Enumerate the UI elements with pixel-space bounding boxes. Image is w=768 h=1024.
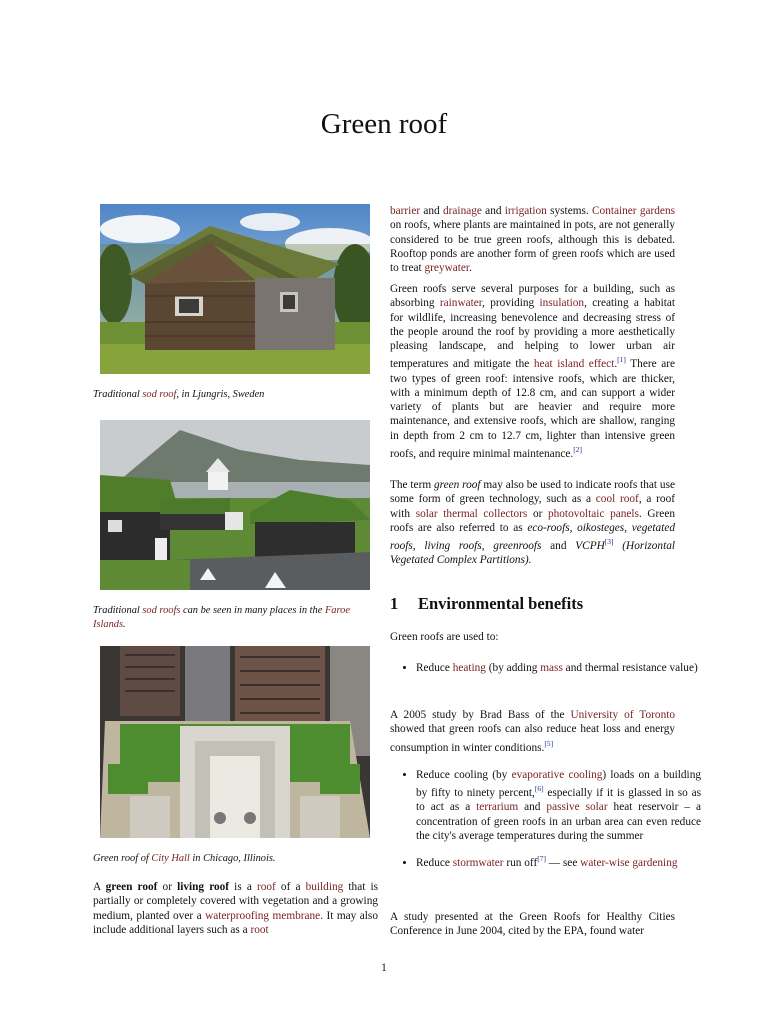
link[interactable]: photovoltaic panels [547,507,639,520]
link[interactable]: insulation [539,297,585,310]
paragraph: The term green roof may also be used to indicate roofs that use some form of green technology, such as a cool roof, a roof with solar thermal collectors or photovoltaic panels. Green roofs are also referred to as eco-roofs, oikosteges, vegetated roofs, living roofs, greenroofs and VCPH[3] (Horizontal Vegetated Complex Partitions). [390,479,676,567]
link[interactable]: barrier [390,205,421,217]
link[interactable]: solar thermal collectors [415,507,528,520]
footnote-link[interactable]: [3] [604,537,614,547]
link[interactable]: irrigation [504,205,547,217]
footnote-link[interactable]: [2] [573,445,582,455]
intro-paragraph: A green roof or living roof is a roof of a building that is partially or completely covered with vegetation and a growing medium, planted over a waterproofing membrane. It may also include additional layers such as a root [93,881,378,936]
paragraph: Green roofs are used to: [390,631,499,643]
list-item: • Reduce stormwater run off[7] — see water-wise gardening [416,852,701,870]
link[interactable]: cool roof [595,493,639,506]
link[interactable]: stormwater [452,857,504,870]
link[interactable]: passive solar [546,801,608,814]
link[interactable]: root [250,923,269,936]
link[interactable]: heating [452,662,486,674]
link[interactable]: drainage [443,205,482,217]
link[interactable]: water-wise gardening [580,857,678,870]
list-item: • Reduce heating (by adding mass and thermal resistance value) [416,661,701,675]
link[interactable]: roof [256,881,276,893]
bullet-list [390,661,701,675]
link[interactable]: sod roofs [142,605,181,616]
link[interactable]: evaporative cooling [511,769,603,781]
link[interactable]: terrarium [476,801,519,814]
bullet-list [390,768,701,870]
link[interactable]: greywater [424,262,470,275]
link[interactable]: Container gardens [592,205,675,217]
link[interactable]: heat island effect [533,358,615,371]
link[interactable]: Faroe Islands [93,605,350,630]
link[interactable]: rainwater [439,297,483,310]
footnote-link[interactable]: [7] [537,854,546,864]
figure-caption: Traditional sod roof, in Ljungris, Sweden [93,389,265,400]
section-heading: 1 Environmental benefits [390,594,584,613]
paragraph: A study presented at the Green Roofs for Healthy Cities Conference in June 2004, cited by the EPA, found water [390,911,675,938]
figure-caption: Green roof of City Hall in Chicago, Illinois. [93,853,276,864]
list-item: • Reduce cooling (by evaporative cooling) loads on a building by fifty to ninety percent,[6] especially if it is glassed in so as to act as a terrarium and passive solar heat reservoir – a concentration of green roofs in an urban area can even reduce the city's average temperatures during the summer [416,768,701,843]
page-title: Green roof [320,108,448,140]
paragraph: barrier and drainage and irrigation systems. Container gardens on roofs, where plants are maintained in pots, are not generally considered to be true green roofs, although this is debated. Rooftop ponds are another form of green roofs which are used to treat greywater. [390,205,675,275]
link[interactable]: mass [540,662,563,674]
link[interactable]: building [305,881,344,893]
footnote-link[interactable]: [5] [544,738,554,748]
page-number: 1 [381,962,387,974]
link[interactable]: University of Toronto [570,709,676,721]
link[interactable]: sod roof [142,389,177,400]
paragraph: A 2005 study by Brad Bass of the University of Toronto showed that green roofs can also reduce heat loss and energy consumption in winter conditions.[5] [390,709,676,754]
paragraph: Green roofs serve several purposes for a building, such as absorbing rainwater, providing insulation, creating a habitat for wildlife, increasing benevolence and decreasing stress of the people around the roof by providing a more aesthetically pleasing landscape, and helping to lower urban air temperatures and mitigate the heat island effect.[1] There are two types of green roof: intensive roofs, which are thicker, with a minimum depth of 12.8 cm, and can support a wider variety of plants but are heavier and require more maintenance, and extensive roofs, which are shallow, ranging in depth from 2 cm to 12.7 cm, lighter than intensive green roofs, and require minimal maintenance.[2] [390,283,675,460]
faroe-islands-photo [100,420,370,590]
link[interactable]: waterproofing membrane [205,909,321,922]
footnote-link[interactable]: [6] [534,784,544,794]
city-hall-aerial-photo [100,646,370,838]
footnote-link[interactable]: [1] [617,355,626,365]
link[interactable]: City Hall [151,853,190,864]
figure-caption: Traditional sod roofs can be seen in many places in the Faroe Islands. [93,605,350,630]
sod-roof-cabin-photo [100,204,370,374]
